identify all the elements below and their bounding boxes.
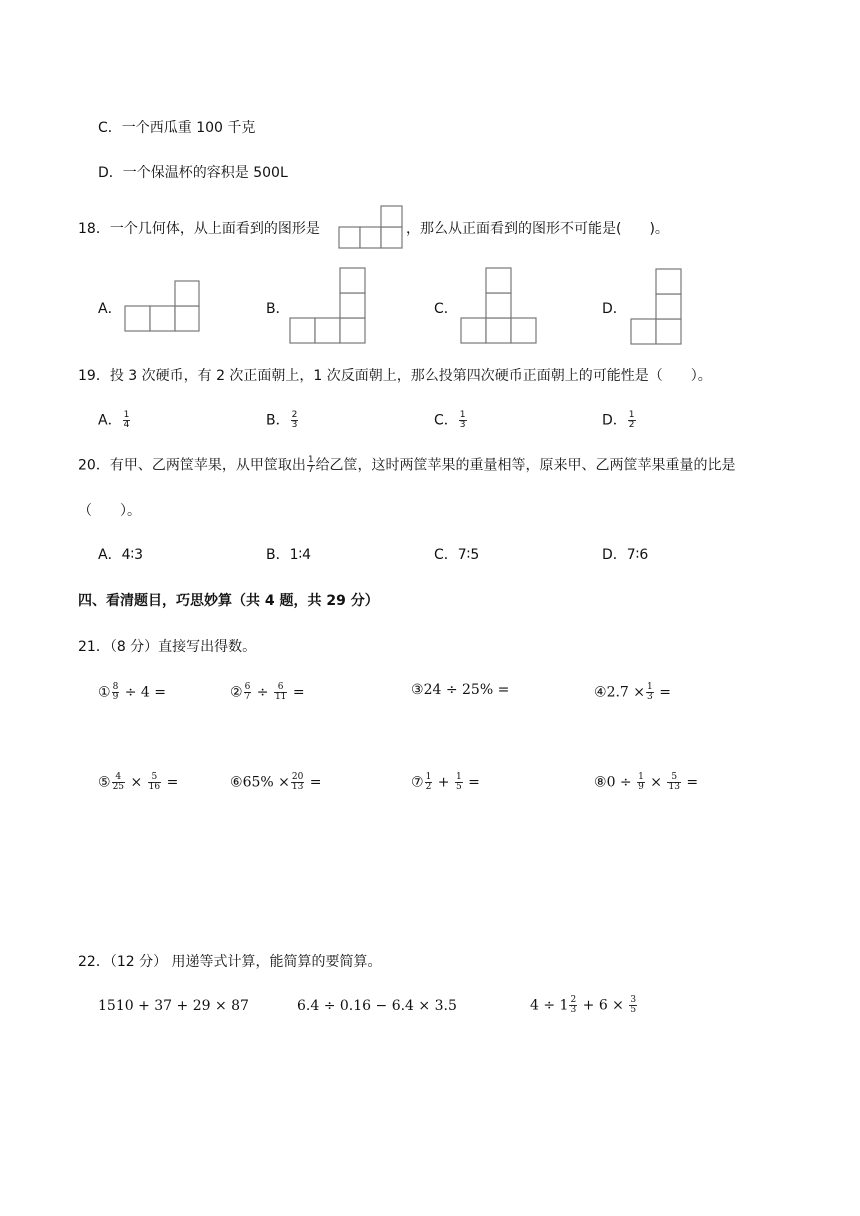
section-4-title: 四、看清题目，巧思妙算（共 4 题，共 29 分） <box>78 593 379 609</box>
q20-answer-blank: （ ）。 <box>78 503 141 519</box>
q20-option-d: D．7∶6 <box>602 547 649 563</box>
q20-option-b: B．1∶4 <box>266 547 312 563</box>
q21-item-4: ④2.7 × $\frac{1}{3}$ = <box>594 682 671 702</box>
q20-stem: 20．有甲、乙两筐苹果，从甲筐取出 $\frac{1}{7}$ 给乙筐，这时两筐苹果的重量相等，原来甲、乙两筐苹果重量的比是 <box>78 455 736 475</box>
q18-option-d-figure <box>629 267 685 346</box>
q21-item-1: ① $\frac{8}{9}$ ÷ 4 = <box>98 682 167 702</box>
q18-option-b-figure <box>288 266 368 345</box>
q18-stem-before: 18．一个几何体，从上面看到的图形是 <box>78 221 320 237</box>
q21-stem: 21．（8 分）直接写出得数。 <box>78 639 257 655</box>
q21-item-7: ⑦ $\frac{1}{2}$ + $\frac{1}{5}$ = <box>411 772 480 792</box>
q19-option-b: B． $\frac{2}{3}$ <box>266 410 298 430</box>
q18-option-a-label: A． <box>98 301 122 317</box>
q21-item-2: ② $\frac{6}{7}$ ÷ $\frac{6}{11}$ = <box>230 682 305 702</box>
q17-option-c: C．一个西瓜重 100 千克 <box>98 120 256 136</box>
q19-stem: 19．投 3 次硬币，有 2 次正面朝上，1 次反面朝上，那么投第四次硬币正面朝上的可能性是（ ）。 <box>78 368 712 384</box>
q19-option-a: A． $\frac{1}{4}$ <box>98 410 130 430</box>
q18-option-c-figure <box>459 266 539 345</box>
q22-expression-2: 6.4 ÷ 0.16 − 6.4 × 3.5 <box>297 998 457 1014</box>
q22-stem: 22．（12 分） 用递等式计算，能简算的要简算。 <box>78 954 382 970</box>
q18-option-a-figure <box>123 279 201 333</box>
q22-expression-3: 4 ÷ 1 $\frac{2}{3}$ + 6 × $\frac{3}{5}$ <box>530 995 637 1015</box>
q18-stem-after: ，那么从正面看到的图形不可能是( )。 <box>406 221 669 237</box>
q21-item-5: ⑤ $\frac{4}{25}$ × $\frac{5}{16}$ = <box>98 772 179 792</box>
q21-item-3: ③24 ÷ 25% = <box>411 682 510 698</box>
q19-option-c: C． $\frac{1}{3}$ <box>434 410 466 430</box>
q18-option-d-label: D． <box>602 301 627 317</box>
q22-expression-1: 1510 + 37 + 29 × 87 <box>98 998 249 1014</box>
q19-option-d: D． $\frac{1}{2}$ <box>602 410 635 430</box>
q18-option-b-label: B． <box>266 301 290 317</box>
q21-item-8: ⑧0 ÷ $\frac{1}{9}$ × $\frac{5}{13}$ = <box>594 772 699 792</box>
q21-item-6: ⑥65% × $\frac{20}{13}$ = <box>230 772 322 792</box>
q20-option-a: A．4∶3 <box>98 547 144 563</box>
q20-option-c: C．7∶5 <box>434 547 480 563</box>
q17-option-d: D．一个保温杯的容积是 500L <box>98 165 288 181</box>
q18-top-view-figure <box>338 204 404 250</box>
q18-option-c-label: C． <box>434 301 458 317</box>
